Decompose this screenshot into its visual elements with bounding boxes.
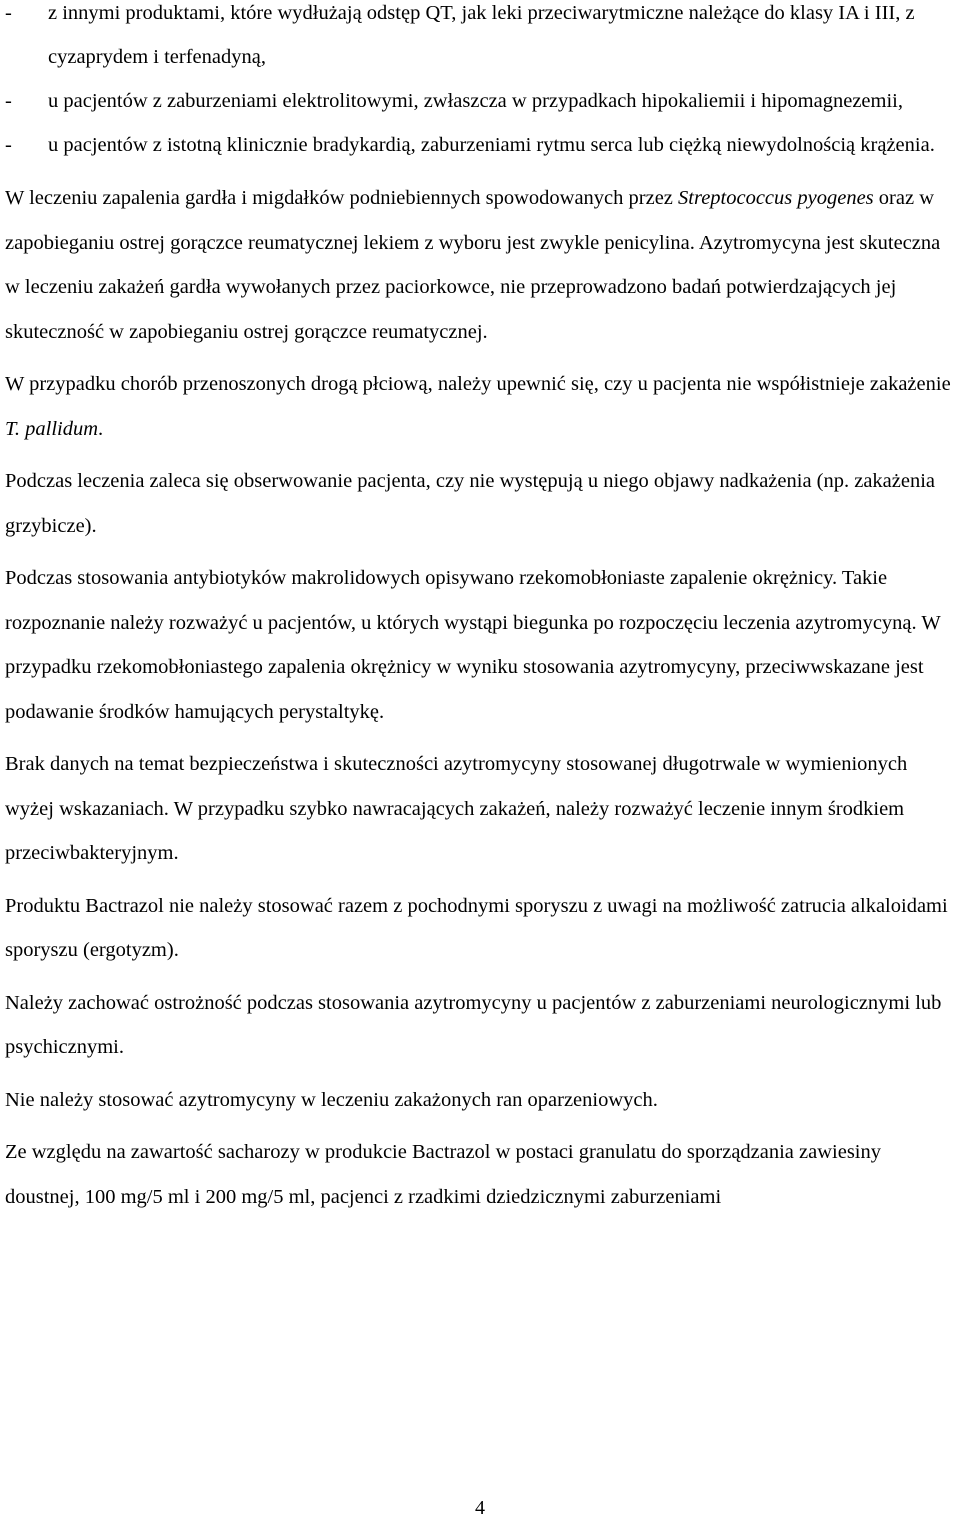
paragraph-std <box>5 362 960 451</box>
list-bullet: - <box>5 134 12 156</box>
contraindication-list <box>5 0 960 167</box>
list-item <box>5 123 960 167</box>
paragraph-ergot: Produktu Bactrazol nie należy stosować razem z pochodnymi sporyszu z uwagi na możliwość zatrucia alkaloidami sporyszu (ergotyzm). <box>5 894 948 961</box>
paragraph-text: W przypadku chorób przenoszonych drogą płciową, należy upewnić się, czy u pacjenta nie współistnieje zakażenie <box>5 373 951 395</box>
list-item-text: z innymi produktami, które wydłużają odstęp QT, jak leki przeciwarytmiczne należące do klasy IA i III, z cyzaprydem i terfenadyną, <box>48 2 915 68</box>
paragraph-text: . <box>98 417 104 440</box>
list-item <box>5 0 960 79</box>
list-item-text: u pacjentów z zaburzeniami elektrolitowymi, zwłaszcza w przypadkach hipokaliemii i hipomagnezemii, <box>48 90 903 112</box>
document-page <box>5 0 960 1219</box>
paragraph-neurological: Należy zachować ostrożność podczas stosowania azytromycyny u pacjentów z zaburzeniami neurologicznymi lub psychicznymi. <box>5 991 942 1058</box>
paragraph-text: oraz w zapobieganiu ostrej gorączce reumatycznej lekiem z wyboru jest zwykle penicylina. Azytromycyna jest skuteczna w leczeniu zakażeń gardła wywołanych przez paciorkowce, nie przeprowadzono badań potwierdzających jej skuteczność w zapobieganiu ostrej gorączce reumatycznej. <box>5 187 941 343</box>
list-bullet: - <box>5 2 12 24</box>
paragraph-streptococcus <box>5 176 960 354</box>
paragraph-long-term-safety: Brak danych na temat bezpieczeństwa i skuteczności azytromycyny stosowanej długotrwale w wymienionych wyżej wskazaniach. W przypadku szybko nawracających zakażeń, należy rozważyć leczenie innym środkiem przeciwbakteryjnym. <box>5 753 908 864</box>
paragraph-burn-wounds: Nie należy stosować azytromycyny w leczeniu zakażonych ran oparzeniowych. <box>5 1088 658 1111</box>
species-name: Streptococcus pyogenes <box>678 187 874 209</box>
paragraph-text: W leczeniu zapalenia gardła i migdałków podniebiennych spowodowanych przez <box>5 187 679 209</box>
species-name: T. pallidum <box>5 417 99 440</box>
paragraph-superinfection: Podczas leczenia zaleca się obserwowanie pacjenta, czy nie występują u niego objawy nadkażenia (np. zakażenia grzybicze). <box>5 470 936 537</box>
paragraph-sucrose: Ze względu na zawartość sacharozy w produkcie Bactrazol w postaci granulatu do sporządzania zawiesiny doustnej, 100 mg/5 ml i 200 mg/5 ml, pacjenci z rzadkimi dziedzicznymi zaburzeniami <box>5 1141 882 1208</box>
list-bullet: - <box>5 90 12 112</box>
list-item-text: u pacjentów z istotną klinicznie bradykardią, zaburzeniami rytmu serca lub ciężką niewydolnością krążenia. <box>48 134 935 156</box>
list-item <box>5 79 960 123</box>
paragraph-colitis: Podczas stosowania antybiotyków makrolidowych opisywano rzekomobłoniaste zapalenie okrężnicy. Takie rozpoznanie należy rozważyć u pacjentów, u których wystąpi biegunka po rozpoczęciu leczenia azytromycyną. W przypadku rzekomobłoniastego zapalenia okrężnicy w wyniku stosowania azytromycyny, przeciwwskazane jest podawanie środków hamujących perystaltykę. <box>5 567 941 723</box>
page-number: 4 <box>475 1497 485 1519</box>
